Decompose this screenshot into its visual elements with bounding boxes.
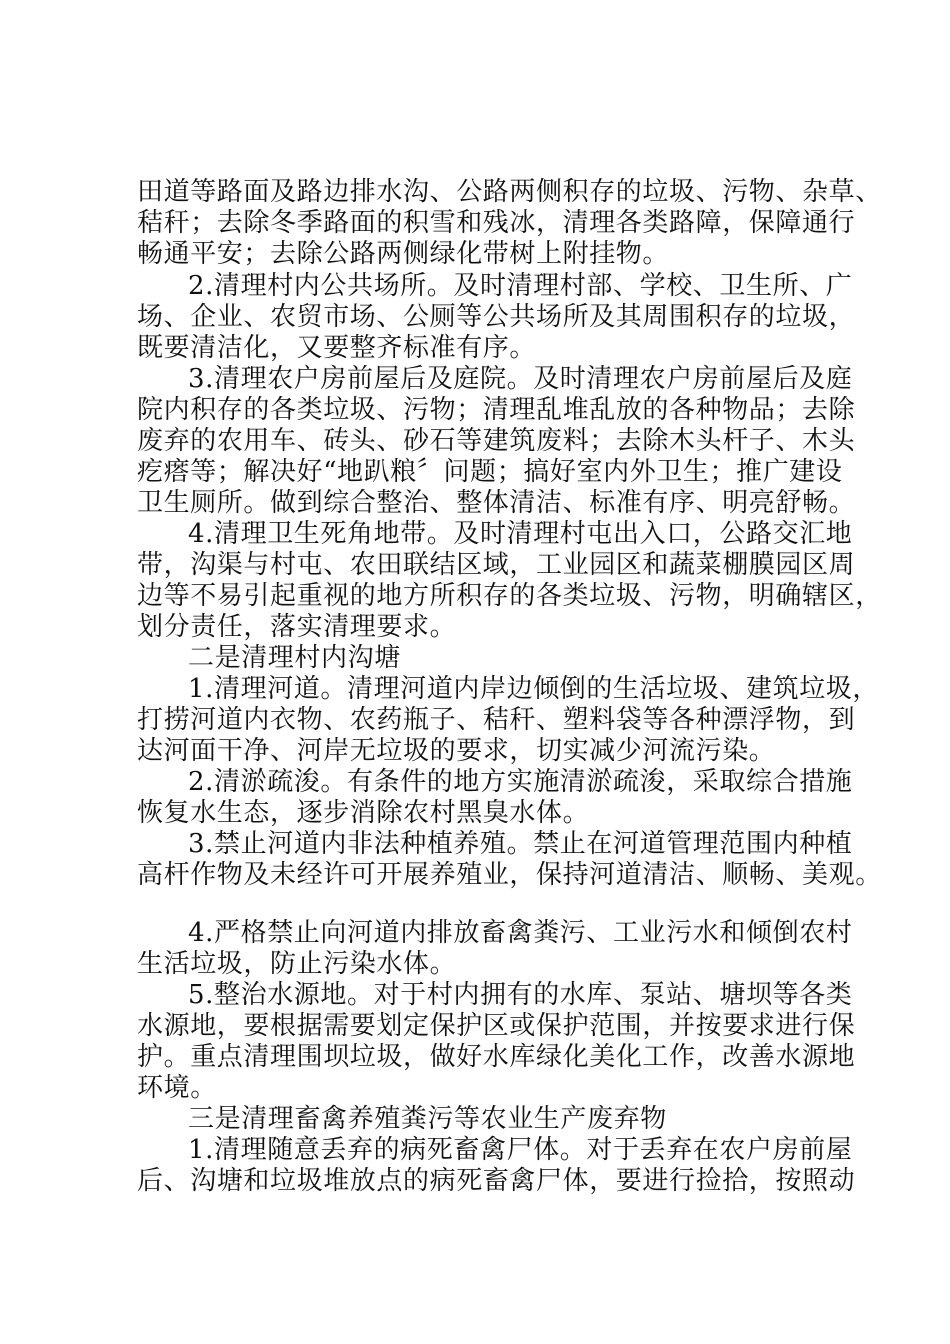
text-line: 后、沟塘和垃圾堆放点的病死畜禽尸体，要进行捡拾，按照动 [137, 1166, 856, 1196]
text-line: 场、企业、农贸市场、公厕等公共场所及其周围积存的垃圾， [137, 302, 856, 332]
text-line: 畅通平安；去除公路两侧绿化带树上附挂物。 [137, 239, 670, 269]
paragraph-start: 2.清淤疏浚。有条件的地方实施清淤疏浚，采取综合措施 [188, 767, 853, 797]
text-line: 既要清洁化，又要整齐标准有序。 [137, 333, 537, 363]
paragraph-start: 2.清理村内公共场所。及时清理村部、学校、卫生所、广 [188, 271, 853, 301]
paragraph-start: 4.严格禁止向河道内排放畜禽粪污、工业污水和倾倒农村 [188, 918, 853, 948]
text-line: 边等不易引起重视的地方所积存的各类垃圾、污物，明确辖区， [137, 581, 882, 611]
text-line: 废弃的农用车、砖头、砂石等建筑废料；去除木头杆子、木头 [137, 426, 856, 456]
text-line: 水源地，要根据需要划定保护区或保护范围，并按要求进行保 [137, 1011, 856, 1041]
text-line: 环境。 [137, 1073, 217, 1103]
text-line: 带，沟渠与村屯、农田联结区域，工业园区和蔬菜棚膜园区周 [137, 550, 856, 580]
text-line: 高杆作物及未经许可开展养殖业，保持河道清洁、顺畅、美观。 [137, 860, 882, 890]
paragraph-start: 1.清理随意丢弃的病死畜禽尸体。对于丢弃在农户房前屋 [188, 1135, 853, 1165]
text-line: 卫生厕所。做到综合整治、整体清洁、标准有序、明亮舒畅。 [137, 488, 856, 518]
paragraph-start: 3.禁止河道内非法种植养殖。禁止在河道管理范围内种植 [188, 829, 853, 859]
text-line: 秸秆；去除冬季路面的积雪和残冰，清理各类路障，保障通行 [137, 208, 856, 238]
paragraph-start: 1.清理河道。清理河道内岸边倾倒的生活垃圾、建筑垃圾， [188, 674, 880, 704]
text-line: 生活垃圾，防止污染水体。 [137, 949, 457, 979]
paragraph-start: 5.整治水源地。对于村内拥有的水库、泵站、塘坝等各类 [188, 980, 853, 1010]
section-heading: 二是清理村内沟塘 [188, 643, 401, 673]
text-line: 疙瘩等；解决好“地趴粮〞问题；搞好室内外卫生；推广建设 [137, 457, 843, 487]
text-line: 田道等路面及路边排水沟、公路两侧积存的垃圾、污物、杂草、 [137, 177, 882, 207]
text-line: 达河面干净、河岸无垃圾的要求，切实减少河流污染。 [137, 736, 776, 766]
text-line: 护。重点清理围坝垃圾，做好水库绿化美化工作，改善水源地 [137, 1042, 856, 1072]
text-line: 打捞河道内衣物、农药瓶子、秸秆、塑料袋等各种漂浮物，到 [137, 705, 856, 735]
paragraph-start: 3.清理农户房前屋后及庭院。及时清理农户房前屋后及庭 [188, 364, 853, 394]
section-heading: 三是清理畜禽养殖粪污等农业生产废弃物 [188, 1104, 667, 1134]
text-line: 院内积存的各类垃圾、污物；清理乱堆乱放的各种物品；去除 [137, 395, 856, 425]
text-line: 恢复水生态，逐步消除农村黑臭水体。 [137, 798, 590, 828]
text-line: 划分责任，落实清理要求。 [137, 612, 457, 642]
paragraph-start: 4.清理卫生死角地带。及时清理村屯出入口，公路交汇地 [188, 519, 853, 549]
